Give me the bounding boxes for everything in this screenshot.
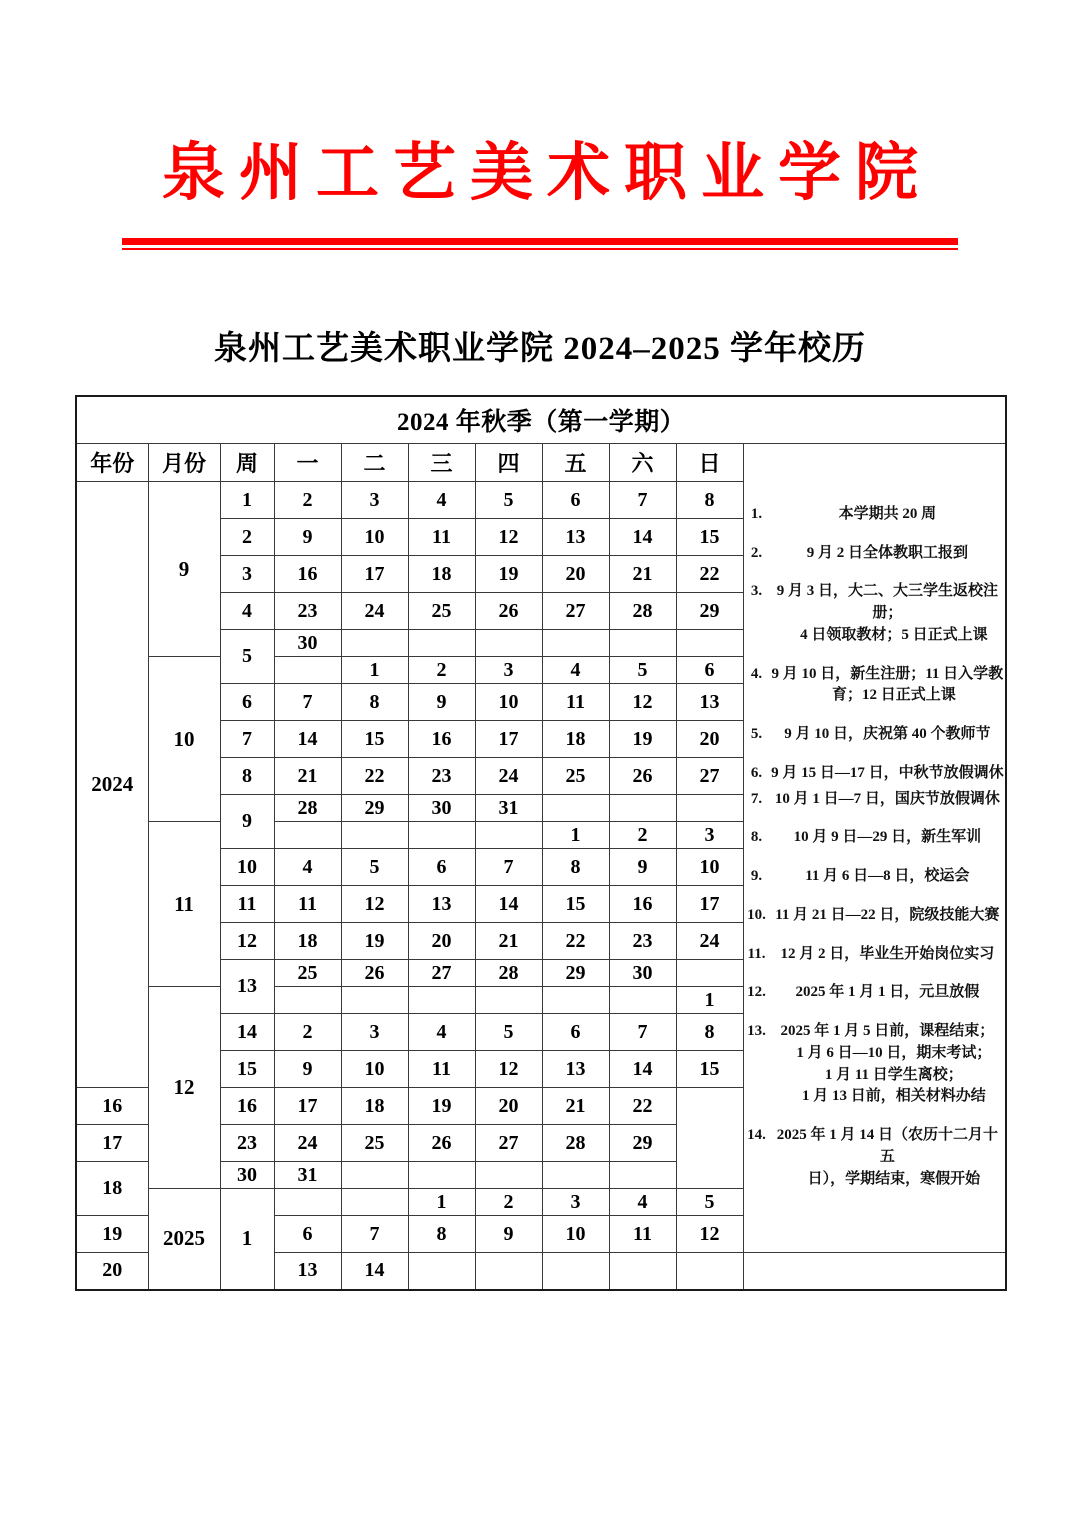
note-item-1 [744,504,1006,526]
day-cell: 18 [408,556,475,593]
note-text: 11 月 6 日—8 日，校运会 [805,868,970,885]
day-cell: 8 [676,1014,743,1051]
day-cell [475,987,542,1014]
semester-notes-column [743,444,1006,1253]
header-week: 周 [220,444,274,482]
day-cell: 8 [341,684,408,721]
day-cell [676,960,743,987]
day-cell: 4 [609,1189,676,1216]
day-cell: 26 [609,758,676,795]
note-number: 13. [747,1023,766,1040]
day-cell: 25 [341,1125,408,1162]
note-text: 2025 年 1 月 5 日前，课程结束； [780,1023,995,1040]
day-cell: 10 [676,849,743,886]
day-cell [408,987,475,1014]
note-number: 10. [747,906,766,923]
day-cell [341,1189,408,1216]
day-cell: 8 [408,1216,475,1253]
note-text: 9 月 2 日全体教职工报到 [806,544,968,561]
day-cell: 1 [676,987,743,1014]
day-cell [676,630,743,657]
day-cell: 1 [542,822,609,849]
day-cell: 29 [609,1125,676,1162]
day-cell: 2 [274,1014,341,1051]
day-cell: 2 [408,657,475,684]
day-cell: 4 [542,657,609,684]
note-number: 4. [750,665,763,682]
day-cell: 17 [475,721,542,758]
day-cell: 24 [274,1125,341,1162]
day-cell [274,1189,341,1216]
header-sunday: 日 [676,444,743,482]
calendar-table-wrapper [75,395,1005,1291]
term-title: 2024 年秋季（第一学期） [76,396,1006,444]
day-cell: 3 [341,482,408,519]
day-cell: 22 [676,556,743,593]
day-cell: 27 [676,758,743,795]
day-cell: 11 [408,519,475,556]
day-cell: 7 [609,482,676,519]
note-item-9 [744,866,1006,888]
day-cell: 16 [408,721,475,758]
year-cell-2024: 2024 [76,482,148,1088]
day-cell [274,987,341,1014]
day-cell: 22 [341,758,408,795]
day-cell [408,1162,475,1189]
note-item-3 [744,581,1006,646]
day-cell: 24 [341,593,408,630]
month-cell-10: 10 [148,657,220,822]
note-text-continued: 日），学期结束，寒假开始 [807,1170,981,1187]
day-cell: 11 [274,886,341,923]
day-cell: 5 [475,1014,542,1051]
note-text: 10 月 1 日—7 日，国庆节放假调休 [774,790,1000,807]
week-number-cell: 2 [220,519,274,556]
day-cell: 11 [408,1051,475,1088]
day-cell: 19 [408,1088,475,1125]
day-cell: 21 [475,923,542,960]
note-number: 12. [747,984,766,1001]
day-cell: 15 [542,886,609,923]
day-cell: 30 [609,960,676,987]
month-cell-9: 9 [148,482,220,657]
day-cell: 10 [475,684,542,721]
day-cell: 10 [341,1051,408,1088]
day-cell: 13 [542,519,609,556]
day-cell [542,795,609,822]
day-cell: 7 [475,849,542,886]
note-number: 7. [750,790,763,807]
day-cell: 27 [408,960,475,987]
day-cell: 16 [220,1088,274,1125]
note-item-14 [744,1125,1006,1190]
day-cell: 12 [609,684,676,721]
day-cell: 9 [274,519,341,556]
note-text-continued: 育；12 日正式上课 [831,687,956,704]
note-text-continued: 1 月 6 日—10 日，期末考试； [796,1044,992,1061]
header-friday: 五 [542,444,609,482]
note-number: 6. [750,764,763,781]
day-cell: 5 [475,482,542,519]
day-cell: 13 [274,1253,341,1290]
day-cell [341,987,408,1014]
note-number: 8. [750,829,763,846]
day-cell: 18 [274,923,341,960]
week-number-cell: 14 [220,1014,274,1051]
note-number: 11. [747,945,766,962]
day-cell: 3 [341,1014,408,1051]
day-cell: 14 [274,721,341,758]
note-number: 3. [750,583,763,600]
day-cell: 19 [475,556,542,593]
note-text-continued: 4 日领取教材；5 日正式上课 [800,626,988,643]
day-cell [274,657,341,684]
day-cell [274,822,341,849]
week-number-cell: 9 [220,795,274,849]
day-cell: 3 [542,1189,609,1216]
note-item-7 [744,789,1006,811]
day-cell: 10 [542,1216,609,1253]
day-cell: 15 [676,519,743,556]
month-cell-1: 1 [220,1189,274,1290]
day-cell: 30 [408,795,475,822]
note-item-5 [744,724,1006,746]
day-cell: 20 [676,721,743,758]
day-cell: 6 [274,1216,341,1253]
day-cell: 11 [542,684,609,721]
day-cell: 6 [408,849,475,886]
day-cell: 22 [609,1088,676,1125]
day-cell: 14 [609,519,676,556]
day-cell: 23 [408,758,475,795]
day-cell: 22 [542,923,609,960]
week-number-cell: 10 [220,849,274,886]
day-cell: 15 [676,1051,743,1088]
day-cell: 10 [341,519,408,556]
day-cell: 20 [408,923,475,960]
day-cell: 2 [475,1189,542,1216]
day-cell: 25 [408,593,475,630]
day-cell: 30 [220,1162,274,1189]
header-tuesday: 二 [341,444,408,482]
week-number-cell: 5 [220,630,274,684]
week-number-cell: 17 [76,1125,148,1162]
day-cell [609,630,676,657]
day-cell [408,630,475,657]
day-cell: 16 [609,886,676,923]
table-header-row [76,444,1006,482]
day-cell: 21 [609,556,676,593]
note-item-4 [744,664,1006,708]
note-text: 2025 年 1 月 14 日（农历十二月十五 [776,1127,998,1165]
note-number: 9. [750,868,763,885]
week-number-cell: 11 [220,886,274,923]
note-text: 9 月 10 日，庆祝第 40 个教师节 [784,726,991,743]
day-cell: 25 [542,758,609,795]
day-cell: 2 [609,822,676,849]
letterhead-rule-thick [122,238,958,245]
week-number-cell: 13 [220,960,274,1014]
day-cell: 17 [676,886,743,923]
header-year: 年份 [76,444,148,482]
day-cell: 14 [609,1051,676,1088]
note-item-8 [744,827,1006,849]
day-cell [676,1253,743,1290]
day-cell: 23 [609,923,676,960]
day-cell: 28 [609,593,676,630]
document-title: 泉州工艺美术职业学院 2024–2025 学年校历 [214,330,866,367]
note-item-6 [744,763,1006,785]
note-text-continued: 1 月 11 日学生离校； [824,1066,963,1083]
day-cell: 6 [676,657,743,684]
week-number-cell: 15 [220,1051,274,1088]
day-cell: 16 [274,556,341,593]
day-cell: 13 [408,886,475,923]
day-cell: 13 [676,684,743,721]
day-cell: 8 [676,482,743,519]
day-cell [475,630,542,657]
day-cell: 9 [274,1051,341,1088]
day-cell: 14 [475,886,542,923]
day-cell: 26 [408,1125,475,1162]
note-text: 10 月 9 日—29 日，新生军训 [793,829,982,846]
day-cell: 18 [542,721,609,758]
note-item-13 [744,1021,1006,1108]
week-number-cell: 7 [220,721,274,758]
note-number: 14. [747,1127,766,1144]
week-number-cell: 3 [220,556,274,593]
note-text: 本学期共 20 周 [838,505,937,522]
day-cell: 31 [475,795,542,822]
note-number: 2. [750,544,763,561]
day-cell: 2 [274,482,341,519]
letterhead-divider [122,238,958,250]
day-cell [341,822,408,849]
note-text: 2025 年 1 月 1 日，元旦放假 [795,984,980,1001]
note-number: 1. [750,505,763,522]
day-cell [676,795,743,822]
day-cell [609,1162,676,1189]
day-cell: 26 [341,960,408,987]
day-cell: 12 [475,1051,542,1088]
week-number-cell: 4 [220,593,274,630]
day-cell: 3 [475,657,542,684]
day-cell: 5 [341,849,408,886]
month-cell-11: 11 [148,822,220,987]
note-text: 11 月 21 日—22 日，院级技能大赛 [775,906,1000,923]
week-number-cell: 19 [76,1216,148,1253]
note-text-continued: 1 月 13 日前，相关材料办结 [801,1088,986,1105]
day-cell: 1 [341,657,408,684]
header-wednesday: 三 [408,444,475,482]
day-cell [542,1253,609,1290]
day-cell [609,987,676,1014]
note-text: 12 月 2 日，毕业生开始岗位实习 [780,945,995,962]
day-cell [408,1253,475,1290]
day-cell: 11 [609,1216,676,1253]
day-cell: 29 [676,593,743,630]
day-cell: 6 [542,482,609,519]
day-cell: 20 [475,1088,542,1125]
day-cell: 19 [341,923,408,960]
week-number-cell: 16 [76,1088,148,1125]
day-cell: 15 [341,721,408,758]
day-cell: 27 [542,593,609,630]
day-cell [475,1253,542,1290]
day-cell: 17 [274,1088,341,1125]
week-number-cell: 1 [220,482,274,519]
week-number-cell: 20 [76,1253,148,1290]
header-month: 月份 [148,444,220,482]
day-cell: 6 [542,1014,609,1051]
note-item-12 [744,982,1006,1004]
day-cell: 12 [341,886,408,923]
note-text: 9 月 10 日，新生注册；11 日入学教 [771,665,1004,682]
note-item-11 [744,944,1006,966]
day-cell: 1 [408,1189,475,1216]
note-item-2 [744,543,1006,565]
day-cell: 21 [274,758,341,795]
day-cell: 25 [274,960,341,987]
day-cell: 29 [542,960,609,987]
day-cell: 13 [542,1051,609,1088]
day-cell: 4 [274,849,341,886]
note-item-10 [744,905,1006,927]
day-cell: 23 [274,593,341,630]
note-text: 9 月 15 日—17 日，中秋节放假调休 [771,764,1004,781]
day-cell: 4 [408,482,475,519]
header-monday: 一 [274,444,341,482]
day-cell: 20 [542,556,609,593]
day-cell [609,795,676,822]
day-cell: 21 [542,1088,609,1125]
day-cell: 27 [475,1125,542,1162]
day-cell [542,630,609,657]
header-saturday: 六 [609,444,676,482]
year-cell-2025: 2025 [148,1189,220,1290]
day-cell [542,987,609,1014]
day-cell: 23 [220,1125,274,1162]
letterhead-rule-thin [122,248,958,250]
day-cell: 9 [475,1216,542,1253]
week-number-cell: 6 [220,684,274,721]
day-cell: 7 [341,1216,408,1253]
day-cell: 26 [475,593,542,630]
day-cell [341,1162,408,1189]
month-cell-12: 12 [148,987,220,1189]
day-cell: 24 [475,758,542,795]
notes-list [744,504,1006,1191]
day-cell: 3 [676,822,743,849]
day-cell: 14 [341,1253,408,1290]
note-number: 5. [750,726,763,743]
day-cell: 18 [341,1088,408,1125]
day-cell: 19 [609,721,676,758]
day-cell [475,1162,542,1189]
header-thursday: 四 [475,444,542,482]
day-cell: 17 [341,556,408,593]
day-cell: 12 [475,519,542,556]
day-cell: 5 [609,657,676,684]
week-number-cell: 8 [220,758,274,795]
letterhead [0,0,1080,250]
day-cell: 28 [542,1125,609,1162]
day-cell: 9 [408,684,475,721]
day-cell [341,630,408,657]
day-cell [475,822,542,849]
day-cell: 4 [408,1014,475,1051]
institution-name-heading: 泉州工艺美术职业学院 [162,138,932,208]
day-cell [609,1253,676,1290]
day-cell [408,822,475,849]
day-cell: 7 [274,684,341,721]
academic-calendar-table [75,395,1007,1291]
day-cell: 28 [274,795,341,822]
term-title-row [76,396,1006,444]
day-cell: 29 [341,795,408,822]
week-number-cell: 18 [76,1162,148,1216]
day-cell: 7 [609,1014,676,1051]
day-cell: 28 [475,960,542,987]
day-cell: 31 [274,1162,341,1189]
note-text: 9 月 3 日，大二、大三学生返校注册； [776,583,998,622]
day-cell: 24 [676,923,743,960]
day-cell: 8 [542,849,609,886]
week-number-cell: 12 [220,923,274,960]
day-cell: 5 [676,1189,743,1216]
day-cell: 12 [676,1216,743,1253]
day-cell: 9 [609,849,676,886]
day-cell: 30 [274,630,341,657]
day-cell [542,1162,609,1189]
